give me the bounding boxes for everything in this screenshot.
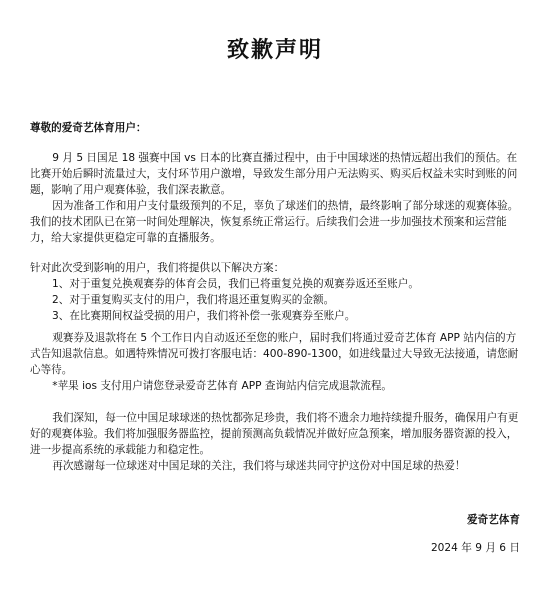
- document-title: 致歉声明: [226, 38, 323, 63]
- paragraph-refund-info: 观赛券及退款将在 5 个工作日内自动返还至您的账户，届时我们将通过爱奇艺体育 APP 站内信的方式告知退款信息。如遇特殊情况可拨打客服电话：400-890-1300，如进线量过大导致无法接通，请您耐心等待。: [30, 332, 519, 376]
- paragraph-thanks: 再次感谢每一位球迷对中国足球的关注，我们将与球迷共同守护这份对中国足球的热爱！: [52, 460, 466, 472]
- paragraph-apology: 因为准备工作和用户支付量级预判的不足，辜负了球迷们的热情，最终影响了部分球迷的观赛体验。我们的技术团队已在第一时间处理解决，恢复系统正常运行。后续我们会进一步加强技术预案和运营能力，给大家提供更稳定可靠的直播服务。: [30, 200, 519, 244]
- solutions-list: [52, 276, 522, 324]
- paragraph-commitment: 我们深知，每一位中国足球球迷的热忱都弥足珍贵，我们将不遗余力地持续提升服务，确保用户有更好的观赛体验。我们将加强服务器监控，提前预测高负载情况并做好应急预案，增加服务器资源的投入，进一步提高系统的承载能力和稳定性。: [30, 412, 519, 456]
- solutions-intro: 针对此次受到影响的用户，我们将提供以下解决方案：: [30, 262, 285, 274]
- document-date: 2024 年 9 月 6 日: [430, 542, 520, 554]
- solution-item: 3、在比赛期间权益受损的用户，我们将补偿一张观赛券至账户。: [52, 310, 356, 322]
- signature: 爱奇艺体育: [467, 514, 520, 526]
- paragraph-incident: 9 月 5 日国足 18 强赛中国 vs 日本的比赛直播过程中，由于中国球迷的热情远超出我们的预估。在比赛开始后瞬时流量过大，支付环节用户激增，导致发生部分用户无法购买、购买后权益未实时到账的问题，影响了用户观赛体验，我们深表歉意。: [30, 152, 518, 196]
- solution-item: 2、对于重复购买支付的用户，我们将退还重复购买的金额。: [52, 294, 335, 306]
- paragraph-ios-note: *苹果 ios 支付用户请您登录爱奇艺体育 APP 查询站内信完成退款流程。: [52, 380, 393, 392]
- salutation: 尊敬的爱奇艺体育用户：: [30, 122, 147, 134]
- solution-item: 1、对于重复兑换观赛券的体育会员，我们已将重复兑换的观赛券返还至账户。: [52, 278, 419, 290]
